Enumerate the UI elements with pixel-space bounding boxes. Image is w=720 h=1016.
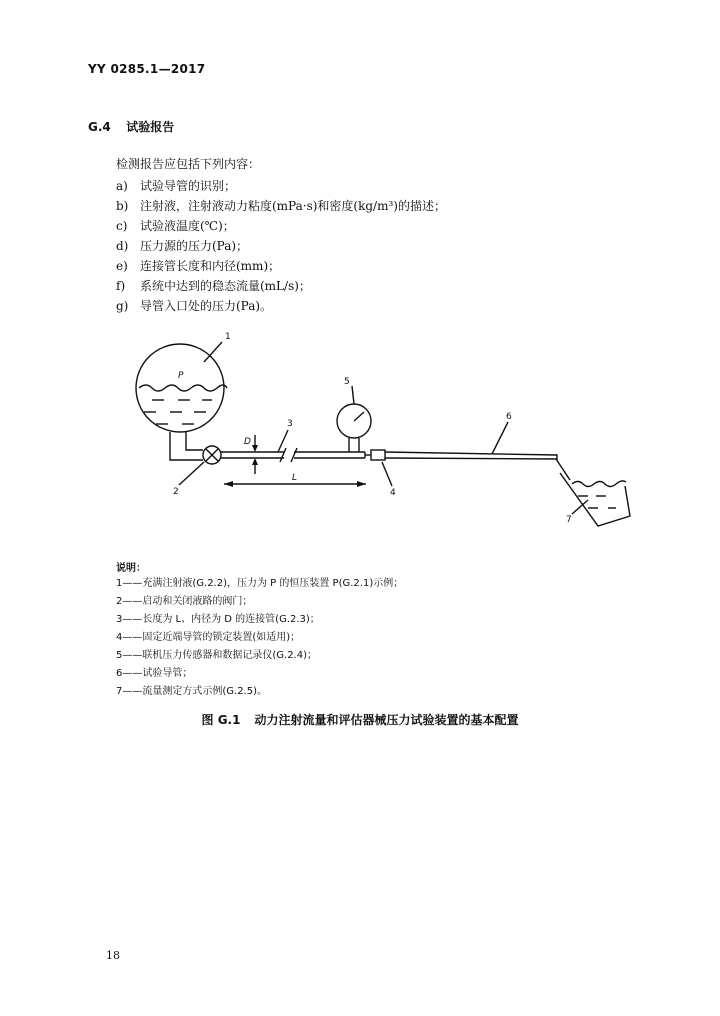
list-item [116, 238, 446, 258]
document-header: YY 0285.1—2017 [88, 62, 206, 76]
figure-caption [0, 711, 720, 728]
list-item [116, 258, 446, 278]
length-label: L [292, 473, 298, 483]
callout-4: 4 [390, 488, 396, 498]
callout-3: 3 [287, 419, 293, 429]
list-text: 注射液，注射液动力粘度(mPa·s)和密度(kg/m³)的描述； [140, 199, 446, 213]
list-text: 压力源的压力(Pa)； [140, 239, 249, 253]
legend-item: 1——充满注射液(G.2.2)，压力为 P 的恒压装置 P(G.2.1)示例； [116, 578, 404, 589]
figure-number: 图 G.1 [201, 713, 241, 727]
liquid-surface [139, 385, 227, 391]
list-item [116, 298, 446, 318]
section-intro: 检测报告应包括下列内容： [116, 157, 261, 171]
list-marker: c) [116, 219, 128, 233]
list-marker: b) [116, 199, 129, 213]
list-marker: d) [116, 239, 129, 253]
figure-title: 动力注射流量和评估器械压力试验装置的基本配置 [254, 713, 519, 727]
legend-item: 6——试验导管； [116, 668, 193, 679]
list-text: 系统中达到的稳态流量(mL/s)； [140, 279, 311, 293]
pressure-label: P [178, 371, 184, 381]
list-text: 连接管长度和内径(mm)； [140, 259, 281, 273]
list-marker: a) [116, 179, 128, 193]
figure-legend [116, 576, 403, 702]
locking-device [371, 450, 385, 460]
gauge-needle [354, 412, 364, 421]
list-item [116, 278, 446, 298]
legend-item: 3——长度为 L、内径为 D 的连接管(G.2.3)； [116, 614, 320, 625]
section-number: G.4 [88, 120, 111, 134]
legend-title: 说明： [116, 563, 146, 574]
callout-7: 7 [566, 515, 572, 525]
test-setup-diagram [120, 328, 640, 533]
legend-item: 4——固定近端导管的锁定装置(如适用)； [116, 632, 301, 643]
callout-1: 1 [225, 332, 231, 342]
beaker-liquid-surface [572, 481, 626, 487]
list-item [116, 198, 446, 218]
list-marker: e) [116, 259, 128, 273]
report-items-list [116, 178, 446, 318]
section-heading [88, 118, 174, 135]
connecting-tube [221, 448, 365, 462]
section-title: 试验报告 [126, 120, 175, 134]
callout-2: 2 [173, 487, 179, 497]
list-text: 试验导管的识别； [140, 179, 237, 193]
vessel-outlet-pipe [186, 432, 203, 450]
liquid-fill [144, 400, 212, 424]
pressure-vessel [136, 344, 224, 432]
list-text: 导管入口处的压力(Pa)。 [140, 299, 273, 313]
callout-6: 6 [506, 412, 512, 422]
list-item [116, 178, 446, 198]
callout-5: 5 [344, 377, 350, 387]
list-item [116, 218, 446, 238]
diameter-label: D [244, 437, 251, 447]
legend-item: 7——流量测定方式示例(G.2.5)。 [116, 686, 267, 697]
test-catheter [385, 452, 557, 459]
legend-item: 2——启动和关闭液路的阀门； [116, 596, 253, 607]
list-text: 试验液温度(℃)； [140, 219, 235, 233]
legend-item: 5——联机压力传感器和数据记录仪(G.2.4)； [116, 650, 317, 661]
list-marker: f) [116, 279, 126, 293]
list-marker: g) [116, 299, 129, 313]
page-number: 18 [106, 949, 120, 962]
